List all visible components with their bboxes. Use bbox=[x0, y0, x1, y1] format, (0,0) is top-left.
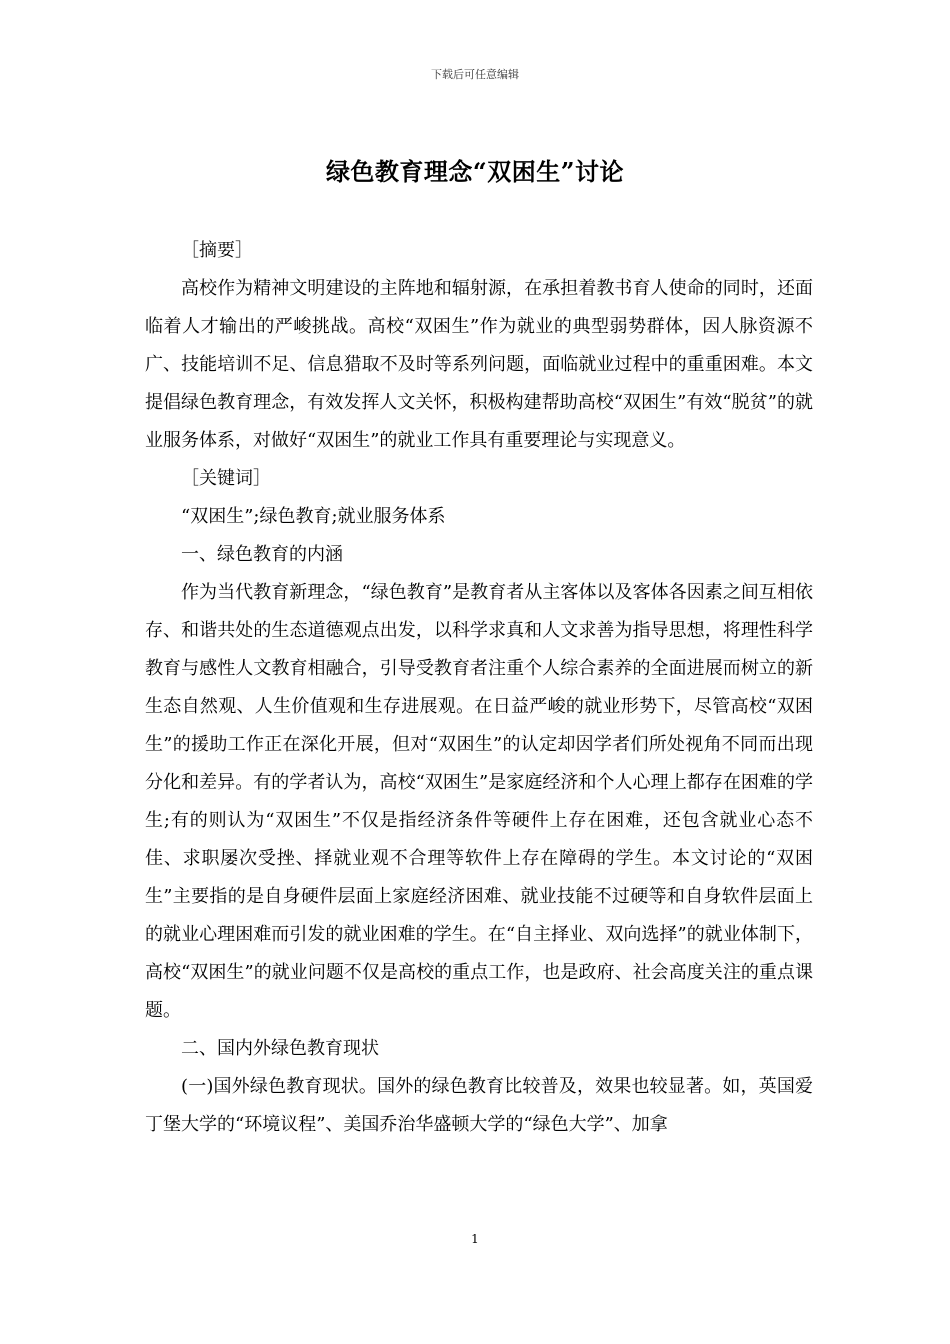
document-body bbox=[145, 232, 813, 1144]
section-1-heading: 一、绿色教育的内涵 bbox=[181, 544, 343, 565]
section-1-paragraph: 作为当代教育新理念，“绿色教育”是教育者从主客体以及客体各因素之间互相依存、和谐共处的生态道德观点出发，以科学求真和人文求善为指导思想，将理性科学教育与感性人文教育相融合，引导受教育者注重个人综合素养的全面进展而树立的新生态自然观、人生价值观和生存进展观。在日益严峻的就业形势下，尽管高校“双困生”的援助工作正在深化开展，但对“双困生”的认定却因学者们所处视角不同而出现分化和差异。有的学者认为，高校“双困生”是家庭经济和个人心理上都存在困难的学生;有的则认为“双困生”不仅是指经济条件等硬件上存在困难，还包含就业心态不佳、求职屡次受挫、择就业观不合理等软件上存在障碍的学生。本文讨论的“双困生”主要指的是自身硬件层面上家庭经济困难、就业技能不过硬等和自身软件层面上的就业心理困难而引发的就业困难的学生。在“自主择业、双向选择”的就业体制下，高校“双困生”的就业问题不仅是高校的重点工作，也是政府、社会高度关注的重点课题。 bbox=[145, 582, 813, 1021]
document-title: 绿色教育理念“双困生”讨论 bbox=[325, 157, 625, 186]
keywords-paragraph: “双困生”;绿色教育;就业服务体系 bbox=[181, 506, 446, 527]
header-note: 下载后可任意编辑 bbox=[431, 68, 519, 81]
page-number: 1 bbox=[471, 1232, 479, 1246]
keywords-heading: ［关键词］ bbox=[181, 468, 271, 489]
abstract-heading: ［摘要］ bbox=[181, 240, 253, 261]
abstract-paragraph: 高校作为精神文明建设的主阵地和辐射源，在承担着教书育人使命的同时，还面临着人才输出的严峻挑战。高校“双困生”作为就业的典型弱势群体，因人脉资源不广、技能培训不足、信息猎取不及时等系列问题，面临就业过程中的重重困难。本文提倡绿色教育理念，有效发挥人文关怀，积极构建帮助高校“双困生”有效“脱贫”的就业服务体系，对做好“双困生”的就业工作具有重要理论与实现意义。 bbox=[145, 278, 813, 451]
section-2-paragraph: (一)国外绿色教育现状。国外的绿色教育比较普及，效果也较显著。如，英国爱丁堡大学的“环境议程”、美国乔治华盛顿大学的“绿色大学”、加拿 bbox=[145, 1076, 813, 1135]
section-2-heading: 二、国内外绿色教育现状 bbox=[181, 1038, 379, 1059]
